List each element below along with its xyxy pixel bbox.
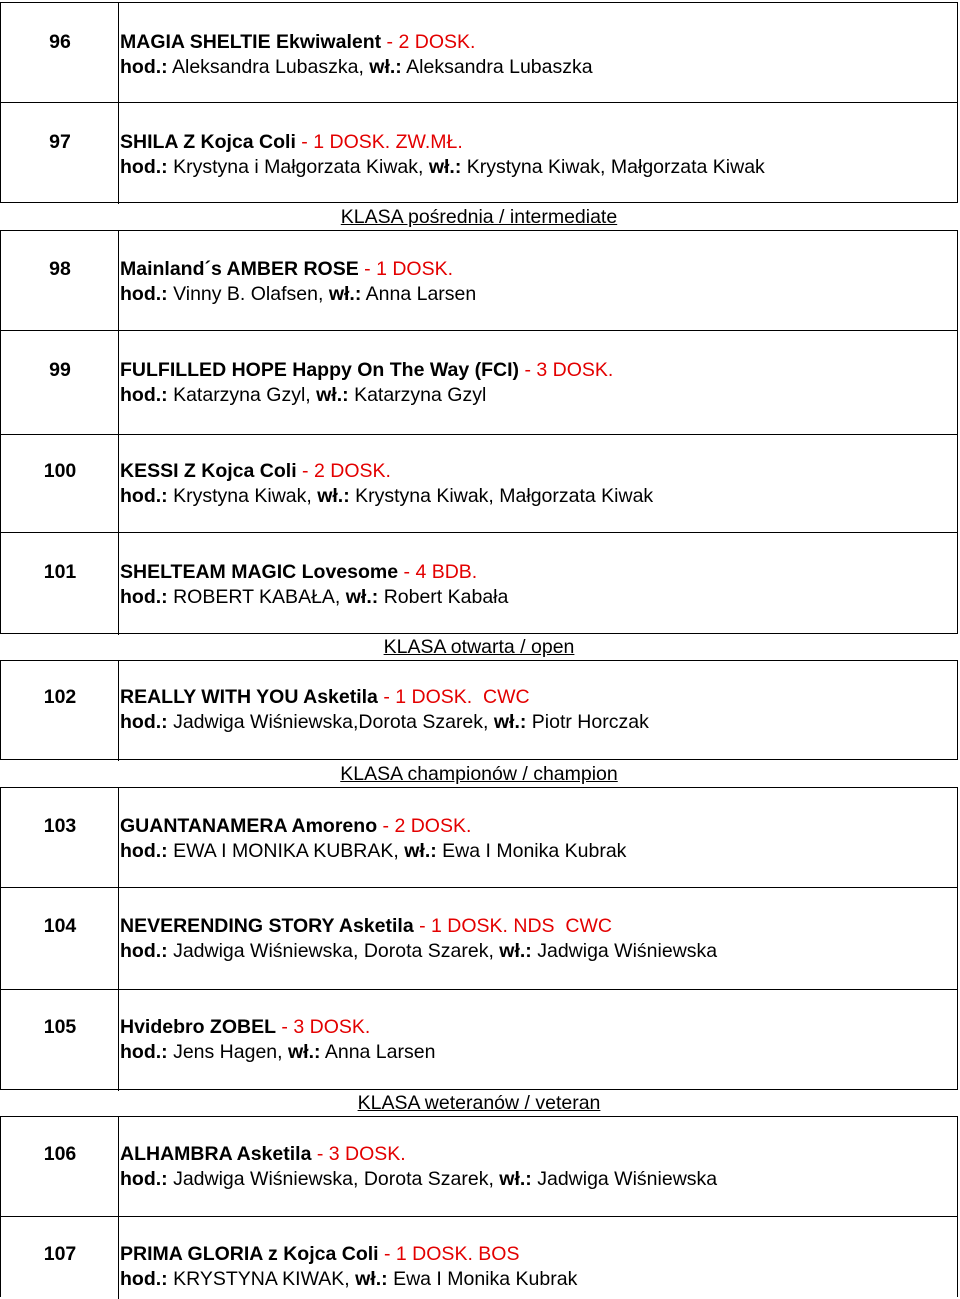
class-header-champion: KLASA championów / champion bbox=[340, 763, 618, 785]
owner-label: wł.: bbox=[428, 156, 462, 178]
breeder-label: hod.: bbox=[120, 586, 168, 608]
dog-name: NEVERENDING STORY Asketila bbox=[120, 915, 414, 937]
grade-text: 1 DOSK. ZW.MŁ. bbox=[313, 131, 463, 153]
breeder-name: Katarzyna Gzyl, bbox=[173, 384, 311, 406]
grade-text: 1 DOSK. BOS bbox=[395, 1243, 520, 1265]
breeder-label: hod.: bbox=[120, 1168, 168, 1190]
grade-separator: - bbox=[398, 561, 416, 583]
owner-label: wł.: bbox=[355, 1268, 388, 1290]
breeder-label: hod.: bbox=[120, 1268, 168, 1290]
breeder-label: hod.: bbox=[120, 56, 168, 78]
breeder-name: Jens Hagen, bbox=[173, 1041, 283, 1063]
column-divider bbox=[118, 434, 119, 535]
owner-label: wł.: bbox=[288, 1041, 321, 1063]
owner-label: wł.: bbox=[369, 56, 402, 78]
entry-row-107 bbox=[0, 1216, 958, 1297]
owner-name: Aleksandra Lubaszka bbox=[406, 56, 593, 78]
grade-text: 2 DOSK. bbox=[398, 31, 476, 53]
breeder-name: EWA I MONIKA KUBRAK, bbox=[173, 840, 399, 862]
owner-label: wł.: bbox=[499, 1168, 532, 1190]
entry-row-104 bbox=[0, 887, 958, 991]
owner-label: wł.: bbox=[404, 840, 437, 862]
grade-separator: - bbox=[519, 359, 537, 381]
entry-number: 105 bbox=[43, 1016, 77, 1038]
grade-separator: - bbox=[377, 686, 396, 708]
owner-name: Jadwiga Wiśniewska bbox=[537, 1168, 718, 1190]
entry-number: 99 bbox=[49, 359, 71, 381]
entry-number: 104 bbox=[43, 915, 77, 937]
owner-name: Katarzyna Gzyl bbox=[354, 384, 487, 406]
owner-name: Robert Kabała bbox=[383, 586, 509, 608]
entry-row-98 bbox=[0, 230, 958, 332]
owner-label: wł.: bbox=[317, 485, 350, 507]
column-divider bbox=[118, 330, 119, 437]
dog-name: PRIMA GLORIA z Kojca Coli bbox=[120, 1243, 379, 1265]
class-header-intermediate: KLASA pośrednia / intermediate bbox=[340, 206, 618, 228]
owner-label: wł.: bbox=[493, 711, 527, 733]
grade-separator: - bbox=[295, 131, 314, 153]
entry-row-106 bbox=[0, 1116, 958, 1218]
entry-row-99 bbox=[0, 330, 958, 436]
breeder-name: Jadwiga Wiśniewska, Dorota Szarek, bbox=[173, 1168, 494, 1190]
owner-name: Krystyna Kiwak, Małgorzata Kiwak bbox=[466, 156, 765, 178]
dog-name: SHILA Z Kojca Coli bbox=[120, 131, 296, 153]
grade-separator: - bbox=[296, 460, 314, 482]
grade-text: 1 DOSK. bbox=[376, 258, 454, 280]
entry-row-105 bbox=[0, 989, 958, 1090]
breeder-label: hod.: bbox=[120, 940, 168, 962]
class-header-open: KLASA otwarta / open bbox=[383, 636, 575, 658]
grade-separator: - bbox=[413, 915, 432, 937]
owner-name: Anna Larsen bbox=[324, 1041, 436, 1063]
owner-name: Ewa I Monika Kubrak bbox=[442, 840, 627, 862]
entry-row-101 bbox=[0, 532, 958, 634]
owner-label: wł.: bbox=[499, 940, 532, 962]
owner-label: wł.: bbox=[328, 283, 362, 305]
entry-number: 101 bbox=[43, 561, 77, 583]
grade-separator: - bbox=[358, 258, 377, 280]
dog-name: REALLY WITH YOU Asketila bbox=[120, 686, 378, 708]
class-header-veteran: KLASA weteranów / veteran bbox=[357, 1092, 601, 1114]
dog-name: Hvidebro ZOBEL bbox=[120, 1016, 277, 1038]
breeder-label: hod.: bbox=[120, 156, 168, 178]
grade-text: 3 DOSK. bbox=[536, 359, 614, 381]
entry-number: 103 bbox=[43, 815, 77, 837]
entry-number: 102 bbox=[43, 686, 77, 708]
breeder-label: hod.: bbox=[120, 840, 168, 862]
owner-name: Anna Larsen bbox=[365, 283, 477, 305]
breeder-label: hod.: bbox=[120, 384, 168, 406]
breeder-name: KRYSTYNA KIWAK, bbox=[173, 1268, 350, 1290]
grade-separator: - bbox=[276, 1016, 294, 1038]
owner-name: Ewa I Monika Kubrak bbox=[393, 1268, 578, 1290]
column-divider bbox=[118, 1116, 119, 1219]
entry-number: 96 bbox=[49, 31, 71, 53]
grade-text: 1 DOSK. NDS CWC bbox=[431, 915, 612, 937]
owner-label: wł.: bbox=[316, 384, 349, 406]
entry-row-103 bbox=[0, 787, 958, 889]
dog-name: KESSI Z Kojca Coli bbox=[120, 460, 297, 482]
breeder-name: Aleksandra Lubaszka, bbox=[172, 56, 364, 78]
breeder-label: hod.: bbox=[120, 711, 168, 733]
dog-name: SHELTEAM MAGIC Lovesome bbox=[120, 561, 399, 583]
column-divider bbox=[118, 660, 119, 761]
grade-text: 3 DOSK. bbox=[328, 1143, 406, 1165]
entry-row-97 bbox=[0, 102, 958, 203]
breeder-label: hod.: bbox=[120, 485, 168, 507]
breeder-name: Jadwiga Wiśniewska,Dorota Szarek, bbox=[173, 711, 489, 733]
breeder-name: Krystyna i Małgorzata Kiwak, bbox=[173, 156, 424, 178]
entry-number: 107 bbox=[43, 1243, 77, 1265]
column-divider bbox=[118, 887, 119, 992]
dog-name: Mainland´s AMBER ROSE bbox=[120, 258, 359, 280]
owner-name: Jadwiga Wiśniewska bbox=[537, 940, 718, 962]
breeder-label: hod.: bbox=[120, 1041, 168, 1063]
entry-row-102 bbox=[0, 660, 958, 760]
grade-text: 2 DOSK. bbox=[313, 460, 391, 482]
dog-name: GUANTANAMERA Amoreno bbox=[120, 815, 378, 837]
grade-text: 4 BDB. bbox=[415, 561, 478, 583]
entry-number: 98 bbox=[49, 258, 71, 280]
dog-name: MAGIA SHELTIE Ekwiwalent bbox=[120, 31, 382, 53]
entry-row-96 bbox=[0, 2, 958, 104]
breeder-name: Vinny B. Olafsen, bbox=[173, 283, 324, 305]
grade-text: 2 DOSK. bbox=[394, 815, 472, 837]
breeder-label: hod.: bbox=[120, 283, 168, 305]
entry-number: 100 bbox=[43, 460, 77, 482]
breeder-name: ROBERT KABAŁA, bbox=[173, 586, 341, 608]
grade-separator: - bbox=[381, 31, 399, 53]
grade-text: 1 DOSK. CWC bbox=[395, 686, 530, 708]
breeder-name: Jadwiga Wiśniewska, Dorota Szarek, bbox=[173, 940, 494, 962]
entry-row-100 bbox=[0, 434, 958, 534]
owner-name: Krystyna Kiwak, Małgorzata Kiwak bbox=[355, 485, 654, 507]
entry-number: 106 bbox=[43, 1143, 77, 1165]
grade-separator: - bbox=[311, 1143, 329, 1165]
entry-number: 97 bbox=[49, 131, 71, 153]
owner-label: wł.: bbox=[345, 586, 379, 608]
dog-name: FULFILLED HOPE Happy On The Way (FCI) bbox=[120, 359, 520, 381]
grade-separator: - bbox=[377, 815, 395, 837]
grade-separator: - bbox=[378, 1243, 396, 1265]
breeder-name: Krystyna Kiwak, bbox=[173, 485, 312, 507]
owner-name: Piotr Horczak bbox=[531, 711, 649, 733]
dog-name: ALHAMBRA Asketila bbox=[120, 1143, 312, 1165]
grade-text: 3 DOSK. bbox=[293, 1016, 371, 1038]
